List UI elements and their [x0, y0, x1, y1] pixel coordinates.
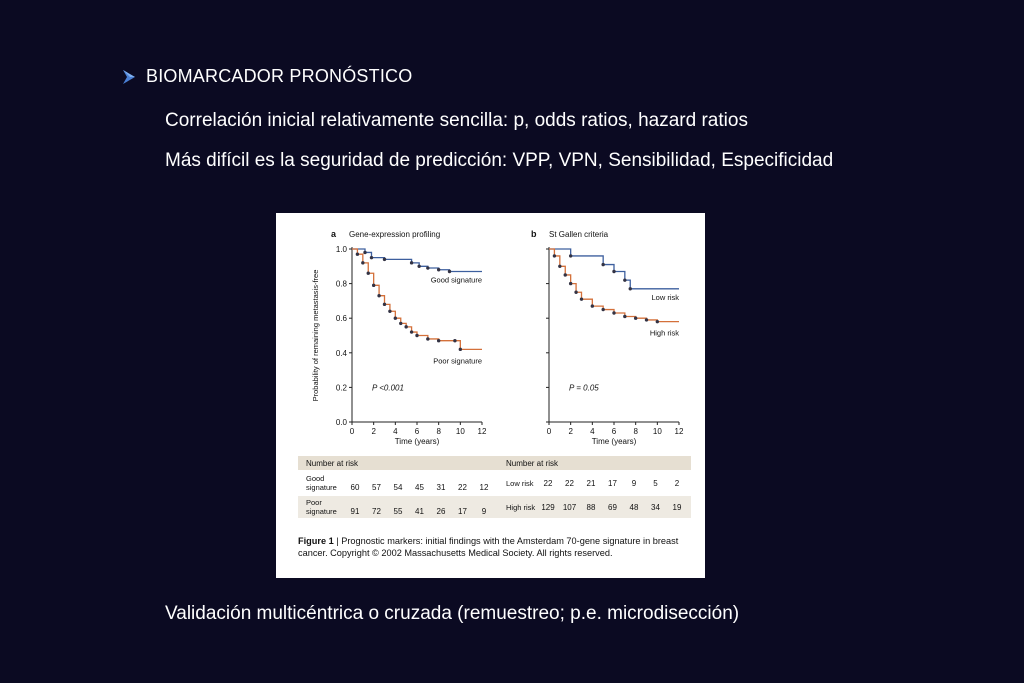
risk-row-label: Poor [306, 498, 322, 507]
censor-mark [453, 339, 456, 342]
censor-mark [415, 334, 418, 337]
risk-cell: 5 [653, 479, 658, 488]
censor-mark [558, 265, 561, 268]
risk-cell: 129 [541, 503, 555, 512]
series-label: Low risk [651, 292, 679, 302]
risk-cell: 69 [608, 503, 617, 512]
series-label: High risk [649, 328, 679, 338]
risk-cell: 55 [393, 507, 403, 516]
censor-mark [553, 254, 556, 257]
panel-title: Gene-expression profiling [349, 230, 441, 239]
risk-cell: 60 [350, 483, 360, 492]
censor-mark [437, 339, 440, 342]
risk-cell: 19 [672, 503, 682, 512]
risk-cell: 54 [393, 483, 403, 492]
censor-mark [623, 315, 626, 318]
censor-mark [629, 287, 632, 290]
x-axis-label: Time (years) [591, 437, 637, 446]
censor-mark [361, 261, 364, 264]
risk-cell: 17 [458, 507, 467, 516]
censor-mark [569, 254, 572, 257]
x-axis-label: Time (years) [394, 437, 440, 446]
risk-row-label: signature [306, 483, 337, 492]
risk-cell: 88 [586, 503, 596, 512]
risk-cell: 48 [629, 503, 639, 512]
series-label: Good signature [430, 275, 482, 285]
x-tick-label: 12 [674, 427, 684, 436]
km-curve-low-risk [549, 249, 679, 289]
risk-cell: 26 [436, 507, 446, 516]
censor-mark [564, 273, 567, 276]
series-label: Poor signature [433, 356, 482, 366]
censor-mark [410, 261, 413, 264]
censor-mark [377, 294, 380, 297]
risk-row-label: Low risk [506, 479, 534, 488]
risk-cell: 72 [372, 507, 381, 516]
panel-title: St Gallen criteria [549, 230, 609, 239]
censor-mark [372, 284, 375, 287]
censor-mark [645, 318, 648, 321]
censor-mark [580, 297, 583, 300]
censor-mark [634, 317, 637, 320]
x-tick-label: 2 [568, 427, 573, 436]
censor-mark [623, 278, 626, 281]
censor-mark [574, 291, 577, 294]
risk-cell: 41 [415, 507, 424, 516]
x-tick-label: 8 [436, 427, 441, 436]
risk-row-label: Good [306, 474, 325, 483]
x-tick-label: 0 [546, 427, 552, 436]
x-tick-label: 6 [414, 427, 420, 436]
censor-mark [383, 303, 386, 306]
panel-letter: b [531, 229, 537, 239]
censor-mark [459, 348, 462, 351]
censor-mark [612, 311, 615, 314]
x-tick-label: 12 [477, 427, 487, 436]
censor-mark [383, 258, 386, 261]
censor-mark [356, 252, 359, 255]
risk-cell: 2 [674, 479, 680, 488]
censor-mark [591, 304, 594, 307]
censor-mark [569, 282, 572, 285]
x-tick-label: 0 [349, 427, 355, 436]
risk-cell: 9 [481, 507, 487, 516]
censor-mark [437, 268, 440, 271]
risk-cell: 34 [651, 503, 660, 512]
risk-cell: 22 [565, 479, 574, 488]
y-tick-label: 0.2 [335, 383, 347, 393]
risk-row-label: signature [306, 507, 337, 516]
y-tick-label: 0.4 [335, 348, 347, 358]
risk-cell: 9 [631, 479, 637, 488]
risk-table-header: Number at risk [506, 459, 559, 468]
p-value-annotation: P = 0.05 [569, 383, 599, 393]
censor-mark [367, 272, 370, 275]
km-curve-good-signature [352, 249, 482, 271]
risk-row-label: High risk [506, 503, 536, 512]
x-tick-label: 10 [455, 427, 465, 436]
censor-mark [656, 320, 659, 323]
censor-mark [388, 310, 391, 313]
censor-mark [417, 265, 420, 268]
censor-mark [426, 266, 429, 269]
censor-mark [601, 263, 604, 266]
risk-cell: 17 [608, 479, 617, 488]
risk-cell: 22 [543, 479, 553, 488]
slide-line-3: Validación multicéntrica o cruzada (remuestreo; p.e. microdisección) [165, 603, 740, 624]
y-tick-label: 0.8 [335, 279, 347, 289]
panel-letter: a [331, 229, 337, 239]
km-curve-high-risk [549, 249, 679, 322]
y-tick-label: 0.6 [335, 314, 347, 324]
y-tick-label: 0.0 [335, 418, 347, 427]
figure-caption [298, 535, 693, 559]
caption-text: | Prognostic markers: initial findings with the Amsterdam 70-gene signature in breast cancer. Copyright © 2002 Massachusetts Medical Society. All rights reserved. [298, 536, 679, 558]
censor-mark [410, 330, 413, 333]
censor-mark [370, 256, 373, 259]
caption-bold: Figure 1 [298, 536, 334, 546]
risk-table-header: Number at risk [306, 459, 359, 468]
censor-mark [363, 251, 366, 254]
censor-mark [426, 337, 429, 340]
x-tick-label: 6 [611, 427, 617, 436]
risk-cell: 91 [350, 507, 360, 516]
slide-heading: BIOMARCADOR PRONÓSTICO [146, 66, 413, 86]
chevron-right-icon [120, 68, 138, 86]
km-figure [276, 213, 705, 578]
risk-cell: 31 [436, 483, 446, 492]
risk-cell: 57 [372, 483, 381, 492]
censor-mark [399, 322, 402, 325]
km-figure-svg [276, 213, 705, 533]
risk-cell: 107 [562, 503, 577, 512]
censor-mark [601, 308, 604, 311]
censor-mark [394, 317, 397, 320]
x-tick-label: 8 [633, 427, 638, 436]
x-tick-label: 4 [393, 427, 398, 436]
risk-cell: 21 [586, 479, 596, 488]
x-tick-label: 2 [371, 427, 376, 436]
y-tick-label: 1.0 [335, 245, 347, 254]
bullet-heading [120, 66, 412, 87]
slide-line-2: Más difícil es la seguridad de predicción: VPP, VPN, Sensibilidad, Especificidad [165, 150, 834, 171]
p-value-annotation: P <0.001 [372, 383, 404, 393]
censor-mark [448, 270, 451, 273]
risk-cell: 12 [479, 483, 489, 492]
risk-cell: 22 [458, 483, 467, 492]
x-tick-label: 4 [590, 427, 595, 436]
censor-mark [612, 270, 615, 273]
risk-cell: 45 [415, 483, 424, 492]
censor-mark [404, 325, 407, 328]
slide-line-1: Correlación inicial relativamente sencilla: p, odds ratios, hazard ratios [165, 110, 748, 131]
x-tick-label: 10 [652, 427, 662, 436]
y-axis-label: Probability of remaining metastasis-free [311, 269, 320, 402]
